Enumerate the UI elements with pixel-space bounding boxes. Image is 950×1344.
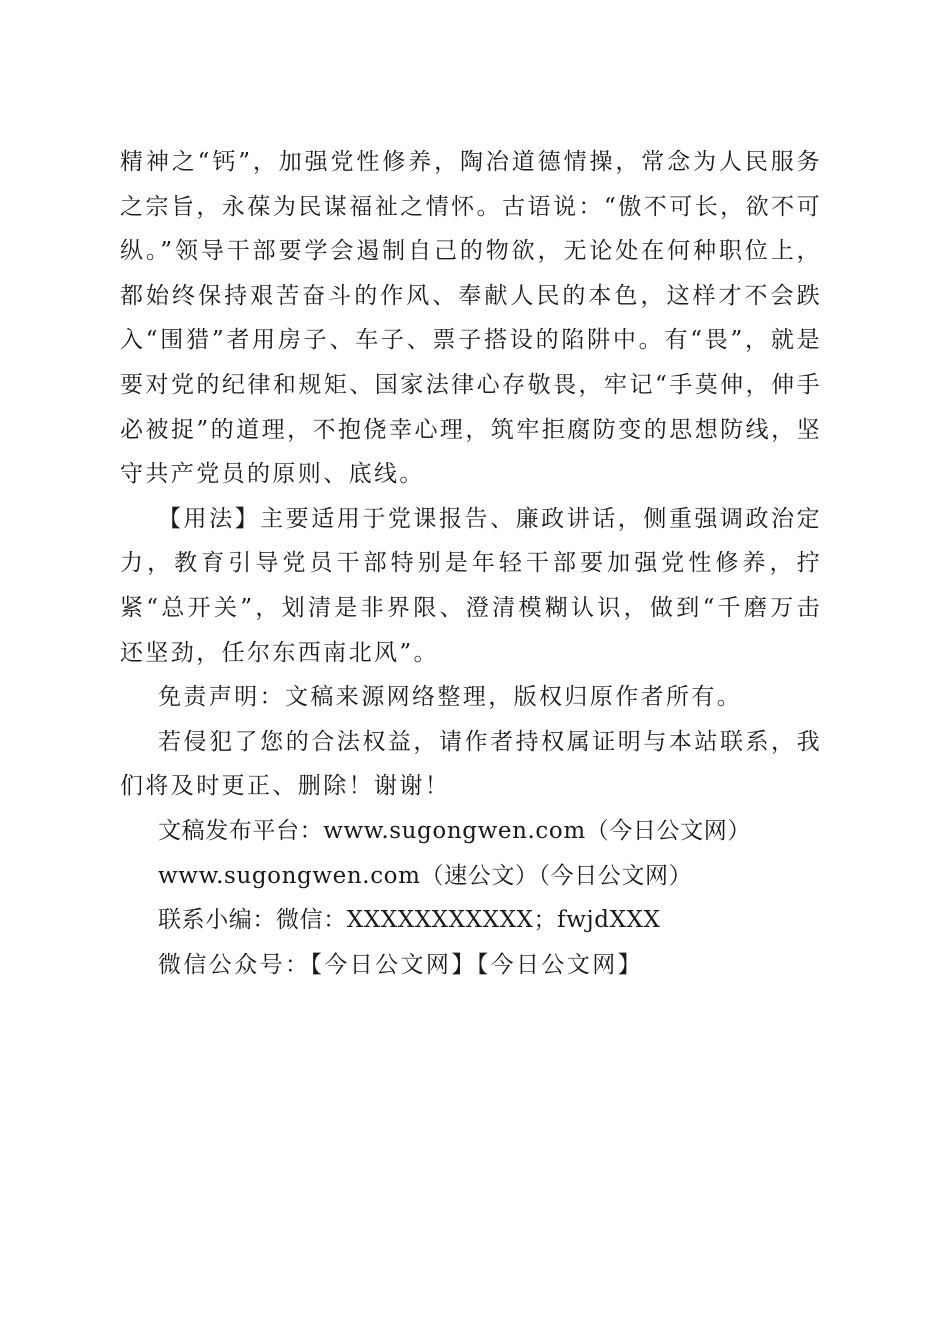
publish-platform-line: 文稿发布平台：www.sugongwen.com（今日公文网）	[158, 817, 751, 844]
body-paragraph: 精神之“钙”，加强党性修养，陶冶道德情操，常念为人民服务之宗旨，永葆为民谋福祉之情怀。古语说：“傲不可长，欲不可纵。”领导干部要学会遏制自己的物欲，无论处在何种职位上，都始终保持艰苦奋斗的作风、奉献人民的本色，这样才不会跌入“围猎”者用房子、车子、票子搭设的陷阱中。有“畏”，就是要对党的纪律和规矩、国家法律心存敬畏，牢记“手莫伸，伸手必被捉”的道理，不抱侥幸心理，筑牢拒腐防变的思想防线，坚守共产党员的原则、底线。	[120, 149, 822, 488]
wechat-account-line: 微信公众号：【今日公文网】【今日公文网】	[158, 951, 643, 978]
document-body	[120, 140, 822, 987]
website-line: www.sugongwen.com（速公文）（今日公文网）	[158, 862, 693, 889]
usage-paragraph: 【用法】主要适用于党课报告、廉政讲话，侧重强调政治定力，教育引导党员干部特别是年轻干部要加强党性修养，拧紧“总开关”，划清是非界限、澄清模糊认识，做到“千磨万击还坚劲，任尔东西南北风”。	[120, 505, 822, 666]
disclaimer-line: 免责声明：文稿来源网络整理，版权归原作者所有。	[158, 684, 743, 711]
infringement-notice: 若侵犯了您的合法权益，请作者持权属证明与本站联系，我们将及时更正、删除！谢谢！	[120, 728, 822, 800]
contact-editor-line: 联系小编：微信：XXXXXXXXXXX；fwjdXXX	[158, 907, 661, 934]
